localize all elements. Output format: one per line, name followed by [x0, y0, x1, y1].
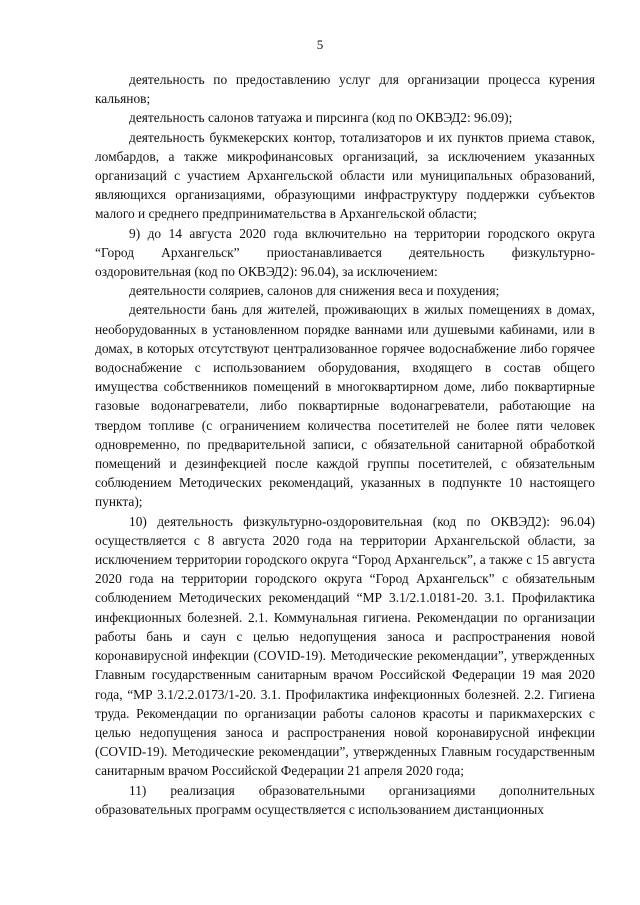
- page-number: 5: [316, 37, 324, 52]
- paragraph-baths: деятельности бань для жителей, проживающих в жилых помещениях в домах, необорудованных в установленном порядке ваннами или душевыми кабинами, или в домах, в которых отсутствуют централизованное горячее водоснабжение либо горячее водоснабжение с использованием оборудования, входящего в состав общего имущества собственников помещений в многоквартирном доме, либо поквартирные газовые водонагреватели, либо поквартирные водонагреватели, работающие на твердом топливе (с ограничением количества посетителей не более пяти человек одновременно, по предварительной записи, с обязательной санитарной обработкой помещений и дезинфекцией после каждой группы посетителей, с обязательным соблюдением Методических рекомендаций, указанных в подпункте 10 настоящего пункта);: [95, 302, 595, 510]
- paragraph-tattoo-piercing: деятельность салонов татуажа и пирсинга (код по ОКВЭД2: 96.09);: [129, 110, 513, 126]
- paragraph-item-11: 11) реализация образовательными организациями дополнительных образовательных программ осуществляется с использованием дистанционных: [95, 782, 595, 817]
- document-body: [95, 70, 595, 819]
- paragraph-item-10: 10) деятельность физкультурно-оздоровительная (код по ОКВЭД2): 96.04) осуществляется с 8 августа 2020 года на территории Архангельской области, за исключением территории городского округа “Город Архангельск”, а также с 15 августа 2020 года на территории городского округа “Город Архангельск” с обязательным соблюдением Методических рекомендаций “МР 3.1/2.1.0181-20. 3.1. Профилактика инфекционных болезней. 2.1. Коммунальная гигиена. Рекомендации по организации работы бань и саун с целью недопущения заноса и распространения новой коронавирусной инфекции (COVID-19). Методические рекомендации”, утвержденных Главным государственным санитарным врачом Российской Федерации 19 мая 2020 года, “МР 3.1/2.2.0173/1-20. 3.1. Профилактика инфекционных болезней. 2.2. Гигиена труда. Рекомендации по организации работы салонов красоты и парикмахерских с целью недопущения заноса и распространения новой коронавирусной инфекции (COVID-19). Методические рекомендации”, утвержденных Главным государственным санитарным врачом Российской Федерации 21 апреля 2020 года;: [95, 513, 595, 779]
- paragraph-hookah-services: деятельность по предоставлению услуг для организации процесса курения кальянов;: [95, 72, 595, 107]
- paragraph-bookmakers-pawnshops: деятельность букмекерских контор, тотализаторов и их пунктов приема ставок, ломбардов, а также микрофинансовых организаций, за исключением указанных организаций с участием Архангельской области или муниципальных образований, являющихся организациями, образующими инфраструктуру поддержки субъектов малого и среднего предпринимательства в Архангельской области;: [95, 129, 595, 222]
- paragraph-item-9: 9) до 14 августа 2020 года включительно на территории городского округа “Город Архангельск” приостанавливается деятельность физкультурно-оздоровительная (код по ОКВЭД2): 96.04), за исключением:: [95, 225, 595, 280]
- paragraph-solariums: деятельности соляриев, салонов для снижения веса и похудения;: [129, 283, 500, 299]
